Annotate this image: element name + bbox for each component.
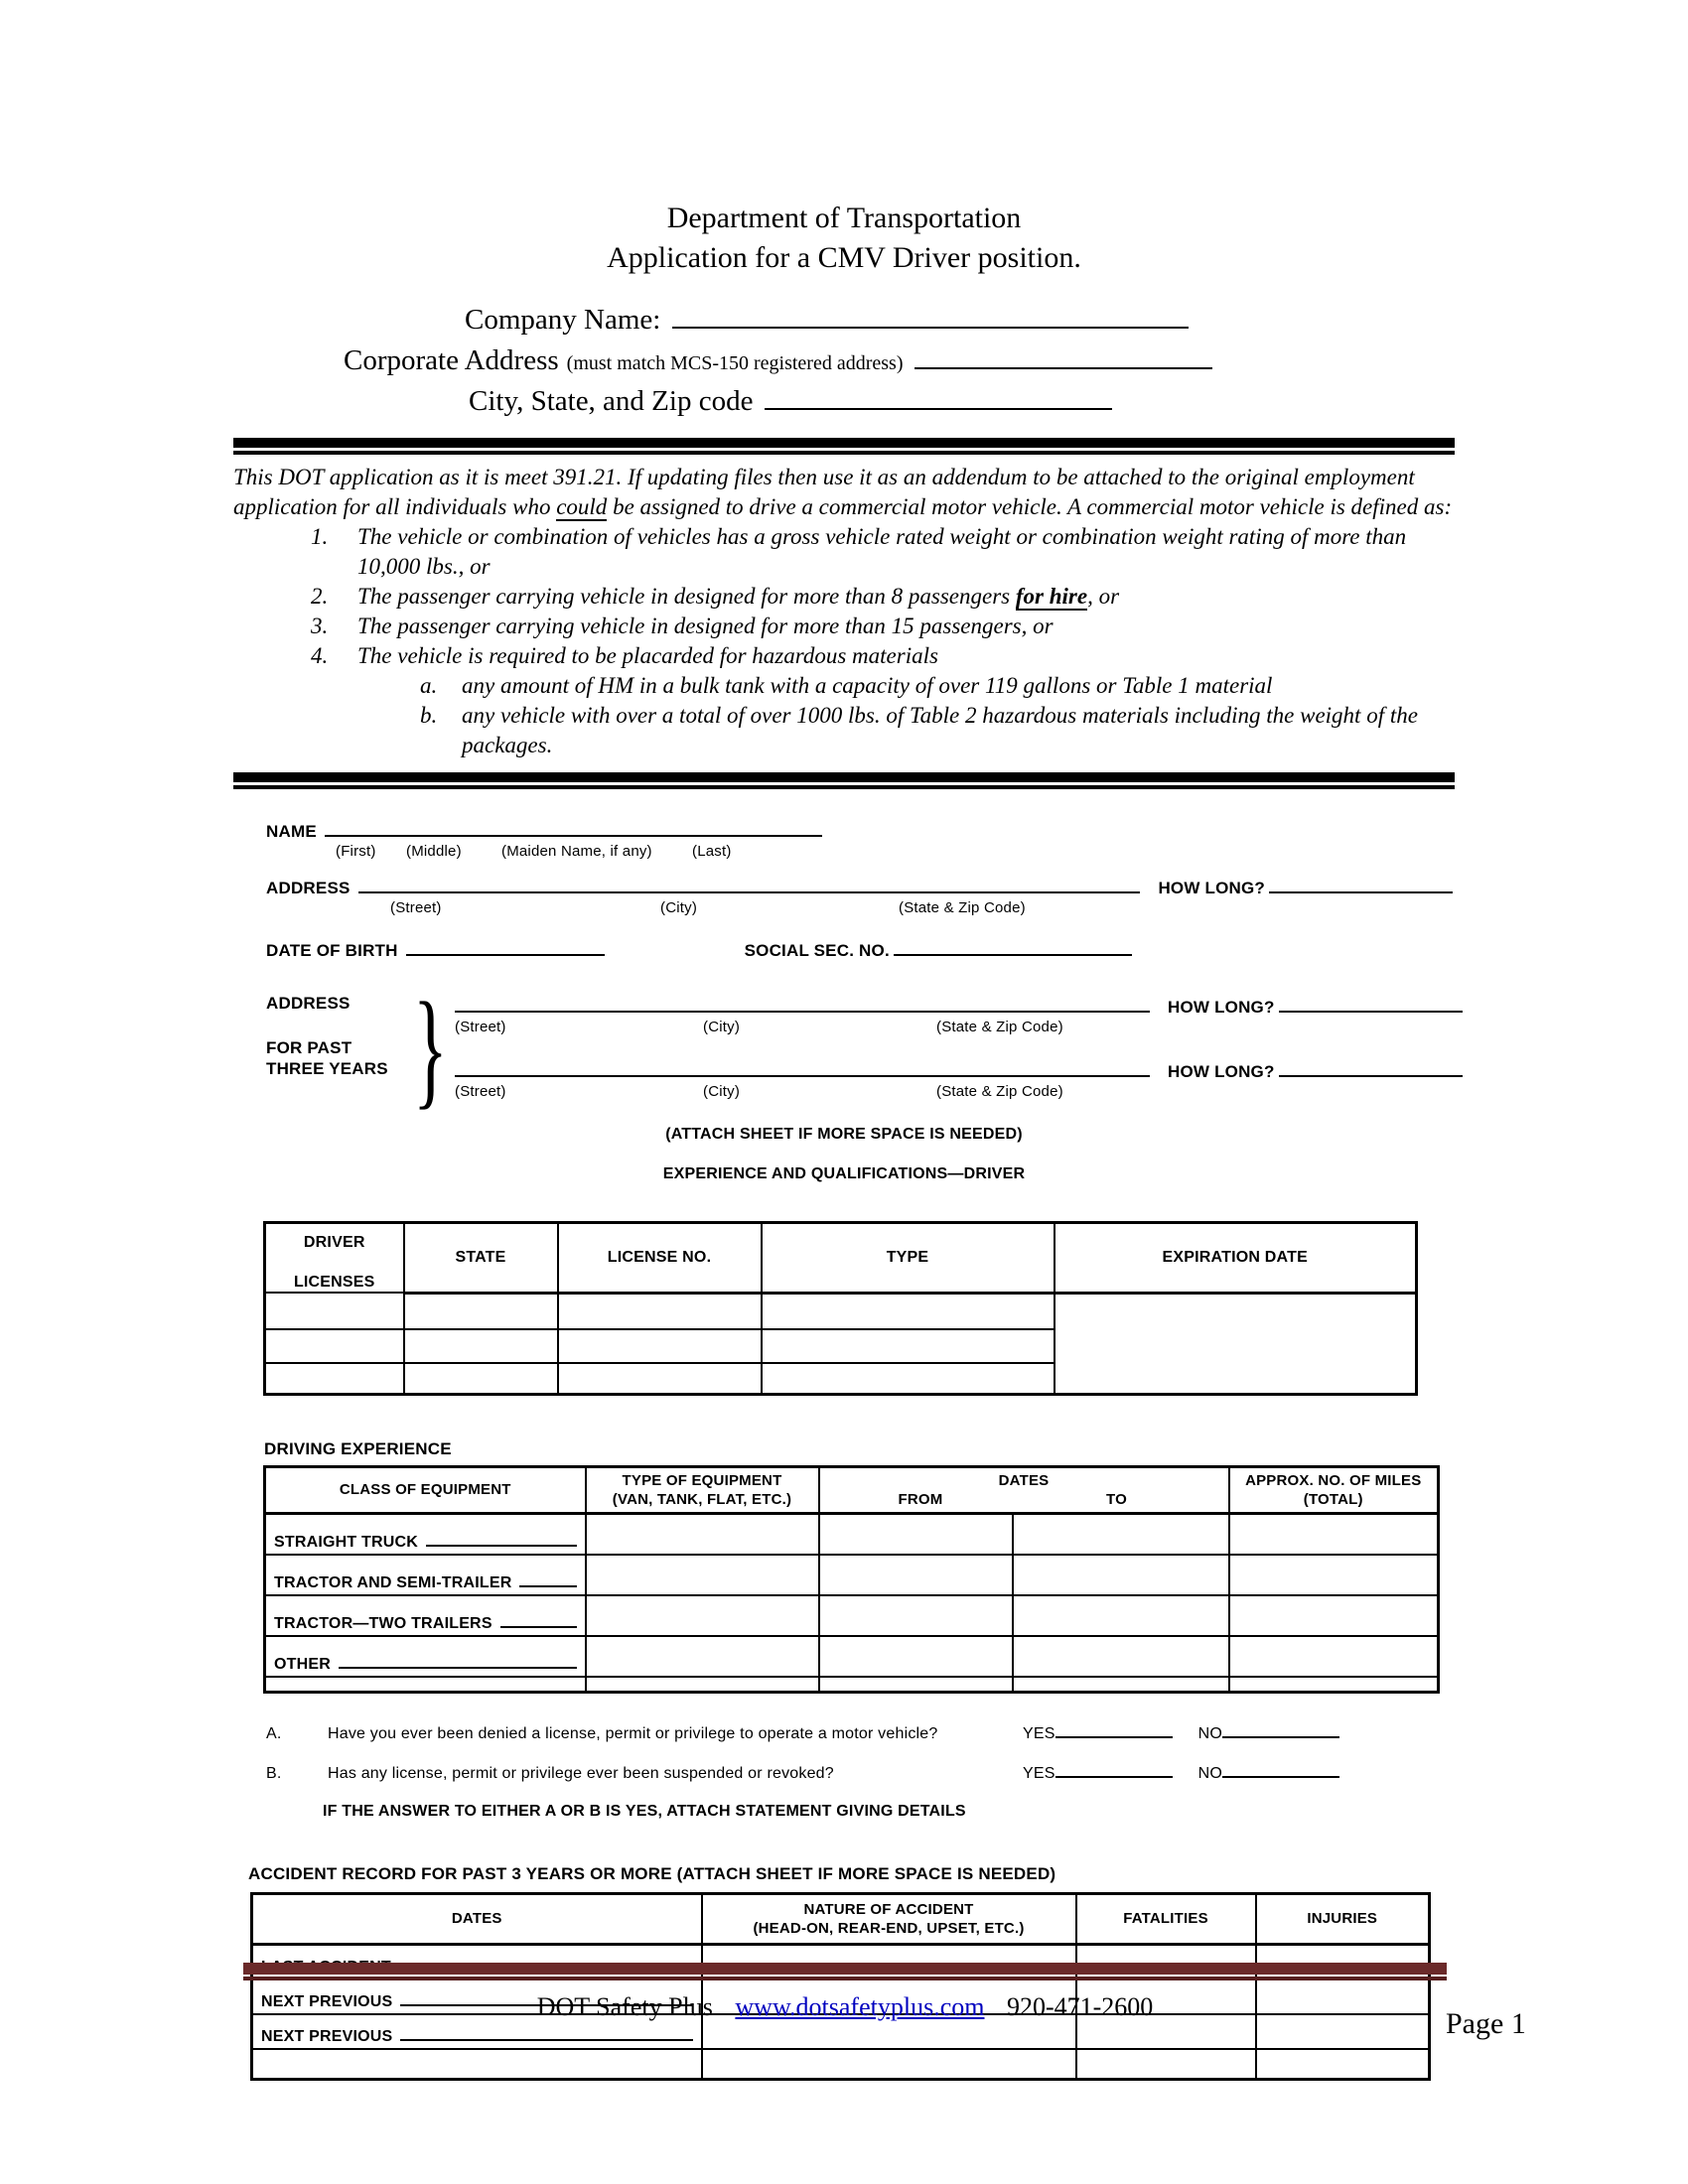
notice-intro-underlined: could <box>556 494 608 519</box>
attach-statement-note: IF THE ANSWER TO EITHER A OR B IS YES, ATTACH STATEMENT GIVING DETAILS <box>323 1802 966 1820</box>
top-divider-bar <box>233 438 1455 455</box>
col-fatalities: FATALITIES <box>1076 1893 1256 1944</box>
col-injuries: INJURIES <box>1256 1893 1430 1944</box>
experience-section-heading: EXPERIENCE AND QUALIFICATIONS—DRIVER <box>662 1165 1026 1182</box>
state-zip-sublabel: (State & Zip Code) <box>899 899 1026 916</box>
page-content <box>233 0 1455 2081</box>
driving-experience-table <box>263 1465 1440 1694</box>
license-row-1 <box>265 1293 1417 1329</box>
dob-label: DATE OF BIRTH <box>266 941 398 960</box>
col-dates-to: TO <box>1106 1490 1127 1508</box>
company-name-blank-line <box>672 311 1189 329</box>
notice-item-3: 3. The passenger carrying vehicle in designed for more than 15 passengers, or <box>311 614 1054 638</box>
past-address-rows <box>455 985 1463 1112</box>
brace-glyph: } <box>413 975 448 1121</box>
driver-licenses-table <box>263 1221 1418 1396</box>
yes-label: YES <box>1023 1764 1055 1782</box>
col-type-of-equipment: TYPE OF EQUIPMENT (VAN, TANK, FLAT, ETC.) <box>586 1466 819 1513</box>
corporate-address-row <box>344 344 1455 377</box>
ssn-blank-line <box>894 938 1132 956</box>
city-sublabel: (City) <box>660 899 698 916</box>
col-expiration-date: EXPIRATION DATE <box>1055 1223 1417 1294</box>
question-a-row: A. Have you ever been denied a license, permit or privilege to operate a motor vehicle? YES NO <box>266 1723 1455 1743</box>
city-state-zip-blank-line <box>765 392 1112 410</box>
col-class-of-equipment: CLASS OF EQUIPMENT <box>265 1466 586 1513</box>
col-type: TYPE <box>762 1223 1055 1294</box>
col-approx-miles: APPROX. NO. OF MILES (TOTAL) <box>1229 1466 1439 1513</box>
middle-sublabel: (Middle) <box>406 843 462 860</box>
accident-row-next-previous-2: NEXT PREVIOUS <box>252 2014 1430 2049</box>
past-address-labels: ADDRESS FOR PAST THREE YEARS <box>266 985 413 1112</box>
col-state: STATE <box>404 1223 558 1294</box>
col-dates: DATES FROM TO <box>819 1466 1229 1513</box>
past-address-row-1: HOW LONG? (Street) (City) (State & Zip Code) <box>455 997 1463 1037</box>
address-row <box>266 878 1453 898</box>
name-blank-line <box>325 821 822 837</box>
footer-bar-thin <box>243 1977 1447 1980</box>
driving-row-other: OTHER <box>265 1636 1439 1677</box>
no-label: NO <box>1197 1764 1223 1782</box>
yes-label: YES <box>1023 1724 1055 1742</box>
name-label: NAME <box>266 822 317 841</box>
for-hire-emphasis: for hire <box>1015 584 1088 609</box>
last-sublabel: (Last) <box>692 843 732 860</box>
notice-item-2: 2. The passenger carrying vehicle in designed for more than 8 passengers for hire, or <box>311 584 1120 609</box>
personal-info-section <box>233 821 1455 2081</box>
how-long-label: HOW LONG? <box>1158 879 1265 897</box>
attach-sheet-note: (ATTACH SHEET IF MORE SPACE IS NEEDED) <box>665 1126 1023 1143</box>
accident-row-next-previous-1: NEXT PREVIOUS <box>252 1979 1430 2014</box>
corporate-address-label: Corporate Address <box>344 344 559 376</box>
yes-blank-line <box>1055 1763 1173 1778</box>
col-accident-dates: DATES <box>252 1893 702 1944</box>
notice-section <box>233 463 1455 760</box>
col-nature-of-accident: NATURE OF ACCIDENT (HEAD-ON, REAR-END, UPSET, ETC.) <box>702 1893 1076 1944</box>
col-dates-from: FROM <box>898 1490 943 1508</box>
address-sublabels <box>233 898 1455 918</box>
yes-blank-line <box>1055 1723 1173 1738</box>
footer-website-link[interactable]: www.dotsafetyplus.com <box>735 1992 985 2021</box>
title-line-1: Department of Transportation <box>666 202 1022 234</box>
corporate-address-note: (must match MCS-150 registered address) <box>566 352 904 374</box>
maiden-name-sublabel: (Maiden Name, if any) <box>501 843 652 860</box>
form-title <box>233 199 1455 278</box>
name-row <box>266 821 822 842</box>
driving-row-tractor-two-trailers: TRACTOR—TWO TRAILERS <box>265 1595 1439 1636</box>
name-sublabels <box>233 842 1455 862</box>
license-row-2 <box>265 1329 1417 1363</box>
page-footer <box>243 1963 1447 2022</box>
ssn-label: SOCIAL SEC. NO. <box>744 941 890 960</box>
driving-row-tractor-semi-trailer: TRACTOR AND SEMI-TRAILER <box>265 1555 1439 1595</box>
city-state-zip-row <box>469 385 1455 418</box>
license-row-3 <box>265 1363 1417 1395</box>
past-address-2-blank-line <box>455 1061 1150 1077</box>
no-blank-line <box>1222 1723 1339 1738</box>
footer-phone: 920-471-2600 <box>1006 1992 1154 2021</box>
dob-blank-line <box>406 938 605 956</box>
notice-paragraph <box>233 463 1455 522</box>
question-b-row: B. Has any license, permit or privilege ever been suspended or revoked? YES NO <box>266 1763 1455 1783</box>
notice-item-4: 4. The vehicle is required to be placarded for hazardous materials <box>311 643 938 668</box>
past-address-label: ADDRESS <box>266 994 351 1013</box>
accident-row-empty <box>252 2049 1430 2080</box>
no-label: NO <box>1197 1724 1223 1742</box>
accident-record-heading: ACCIDENT RECORD FOR PAST 3 YEARS OR MORE (ATTACH SHEET IF MORE SPACE IS NEEDED) <box>248 1863 1056 1883</box>
page-number: Page 1 <box>1446 2007 1526 2040</box>
street-sublabel: (Street) <box>390 899 442 916</box>
driver-licenses-side-label: DRIVER LICENSES <box>265 1223 404 1294</box>
company-name-label: Company Name: <box>465 304 661 336</box>
notice-subitem-b: b. any vehicle with over a total of over 1000 lbs. of Table 2 hazardous materials including the weight of the packages. <box>420 703 1418 757</box>
second-divider-bar <box>233 772 1455 789</box>
how-long-blank-line <box>1279 1061 1463 1077</box>
how-long-blank-line <box>1269 878 1453 893</box>
address-label: ADDRESS <box>266 879 351 897</box>
footer-text <box>243 1992 1447 2022</box>
company-name-row <box>465 304 1455 337</box>
driving-row-empty <box>265 1677 1439 1693</box>
how-long-label: HOW LONG? <box>1168 998 1275 1017</box>
title-line-2: Application for a CMV Driver position. <box>607 241 1081 274</box>
past-address-row-2: HOW LONG? (Street) (City) (State & Zip Code) <box>455 1061 1463 1102</box>
col-license-no: LICENSE NO. <box>558 1223 762 1294</box>
how-long-label: HOW LONG? <box>1168 1062 1275 1081</box>
address-blank-line <box>358 878 1141 893</box>
corporate-address-blank-line <box>914 351 1212 369</box>
license-questions <box>233 1723 1455 1821</box>
company-block <box>233 304 1455 418</box>
notice-intro-pre: This DOT application as it is meet 391.21. If updating files then use it as an addendum to be attached to the original employment application for all individuals who <box>233 465 1415 519</box>
how-long-blank-line <box>1279 997 1463 1013</box>
driving-row-straight-truck: STRAIGHT TRUCK <box>265 1513 1439 1555</box>
first-sublabel: (First) <box>336 843 376 860</box>
footer-company-name: DOT Safety Plus <box>536 1992 713 2021</box>
past-address-1-blank-line <box>455 997 1150 1013</box>
dob-ssn-row <box>266 938 1358 961</box>
notice-intro-post: be assigned to drive a commercial motor vehicle. A commercial motor vehicle is defined as: <box>607 494 1453 519</box>
driving-experience-heading: DRIVING EXPERIENCE <box>264 1438 452 1458</box>
no-blank-line <box>1222 1763 1339 1778</box>
city-state-zip-label: City, State, and Zip code <box>469 385 754 417</box>
notice-subitem-a: a. any amount of HM in a bulk tank with a capacity of over 119 gallons or Table 1 material <box>420 673 1273 698</box>
footer-bar-thick <box>243 1963 1447 1975</box>
past-address-block <box>266 975 1455 1121</box>
notice-item-1: 1. The vehicle or combination of vehicles has a gross vehicle rated weight or combination weight rating of more than 10,000 lbs., or <box>311 524 1407 579</box>
